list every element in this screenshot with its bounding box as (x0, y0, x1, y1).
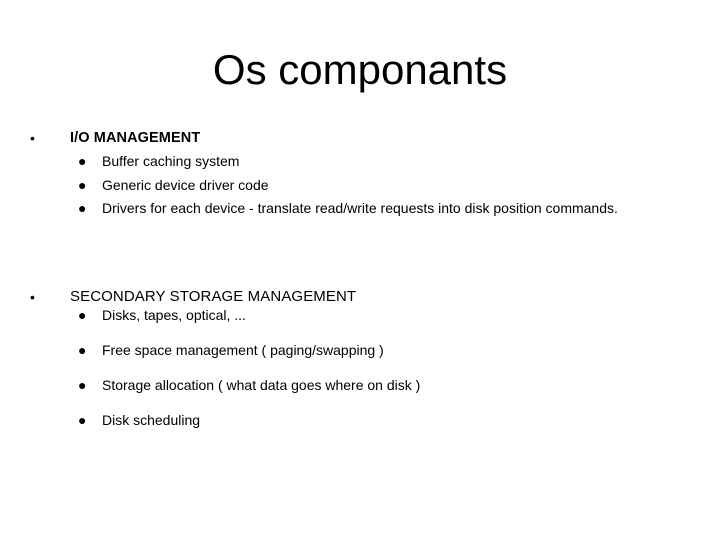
list-item (70, 174, 672, 198)
list-item-text: Generic device driver code (102, 176, 269, 193)
list-item (70, 339, 672, 363)
list-item (70, 304, 672, 328)
main-bullet: • (30, 289, 35, 305)
sub-list (70, 150, 672, 221)
list-item (70, 197, 672, 221)
bullet-icon: ● (78, 176, 87, 193)
bullet-icon: ● (78, 200, 87, 216)
slide-title: Os componants (212, 46, 508, 93)
bullet-icon: ● (78, 153, 87, 169)
list-item-text: Free space management ( paging/swapping ) (102, 342, 384, 358)
list-item-text: Drivers for each device - translate read/write requests into disk position commands. (102, 200, 618, 216)
list-item (70, 409, 672, 433)
list-item-text: Storage allocation ( what data goes where on disk ) (102, 377, 421, 393)
list-item-text: Buffer caching system (102, 153, 240, 169)
bullet-icon: ● (78, 307, 87, 323)
section-heading: I/O MANAGEMENT (70, 130, 201, 146)
bullet-icon: ● (78, 377, 87, 393)
main-bullet: • (30, 130, 35, 146)
bullet-icon: ● (78, 342, 87, 358)
list-item (70, 374, 672, 398)
list-item-text: Disks, tapes, optical, ... (102, 307, 246, 323)
sub-list (70, 304, 672, 444)
list-item-text: Disk scheduling (102, 412, 201, 428)
section-heading: SECONDARY STORAGE MANAGEMENT (70, 288, 357, 305)
bullet-icon: ● (78, 412, 87, 428)
list-item (70, 150, 672, 174)
